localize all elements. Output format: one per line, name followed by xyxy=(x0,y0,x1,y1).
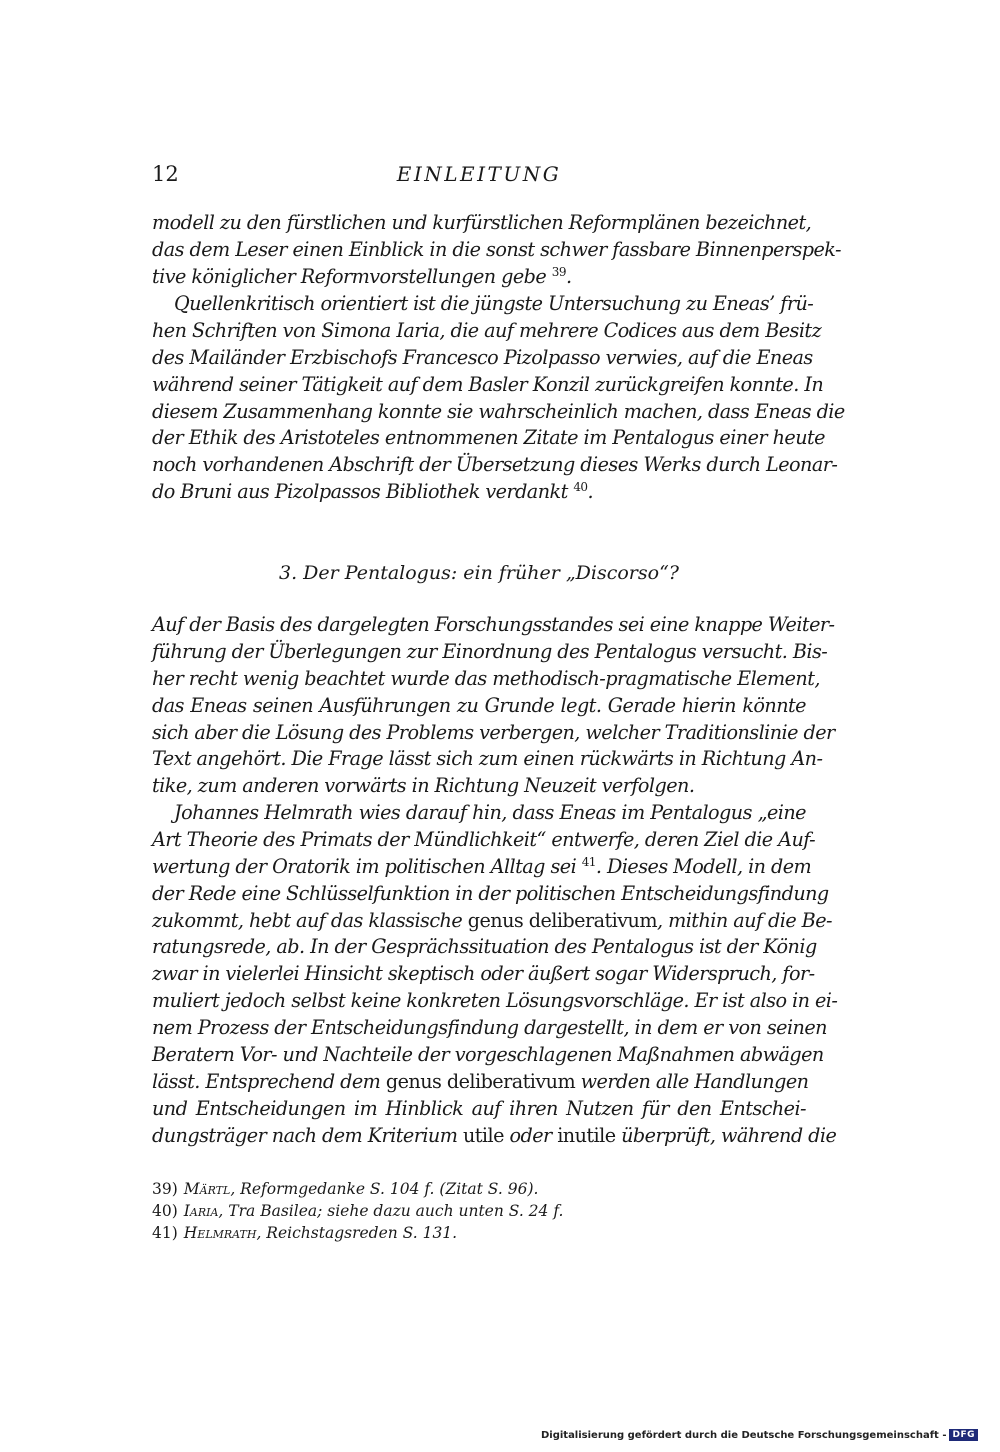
text-line: dungsträger nach dem Kriterium utile oder inutile überprüft, während die xyxy=(152,1123,837,1147)
text-line: wertung der Oratorik im politischen Alltag sei $^{41}$. Dieses Modell, in dem xyxy=(152,854,812,878)
text-line: Auf der Basis des dargelegten Forschungsstandes sei eine knappe Weiter- xyxy=(152,613,835,636)
text-line: do Bruni aus Pizolpassos Bibliothek verdankt $^{40}$. xyxy=(152,480,594,504)
text-line: diesem Zusammenhang konnte sie wahrscheinlich machen, dass Eneas die xyxy=(152,399,845,423)
latin-term: genus deliberativum xyxy=(467,908,657,932)
text-line: tive königlicher Reformvorstellungen gebe $^{39}$. xyxy=(152,264,572,288)
text-line: Beratern Vor- und Nachteile der vorgeschlagenen Maßnahmen abwägen xyxy=(152,1043,824,1067)
page-number: 12 xyxy=(152,162,179,186)
running-head: EINLEITUNG xyxy=(396,162,562,186)
footnote-author: Helmrath xyxy=(183,1224,257,1243)
footnotes xyxy=(152,1178,806,1245)
text-line: ratungsrede, ab. In der Gesprächssituation des Pentalogus ist der König xyxy=(152,935,817,959)
text-line: des Mailänder Erzbischofs Francesco Pizolpasso verwies, auf die Eneas xyxy=(152,345,813,369)
text-line: das dem Leser einen Einblick in die sonst schwer fassbare Binnenperspek- xyxy=(152,237,841,261)
paragraph-2 xyxy=(152,291,845,506)
text-line: Text angehört. Die Frage lässt sich zum einen rückwärts in Richtung An- xyxy=(152,747,823,771)
text-line: zwar in vielerlei Hinsicht skeptisch oder äußert sogar Widerspruch, for- xyxy=(152,962,815,986)
text-line: nem Prozess der Entscheidungsfindung dargestellt, in dem er von seinen xyxy=(152,1016,827,1040)
paragraph-1 xyxy=(152,210,841,291)
text-line: hen Schriften von Simona Iaria, die auf mehrere Codices aus dem Besitz xyxy=(152,318,822,342)
footnote: 41) Helmrath, Reichstagsreden S. 131. xyxy=(152,1224,458,1243)
text-line: während seiner Tätigkeit auf dem Basler Konzil zurückgreifen konnte. In xyxy=(152,372,824,396)
latin-term: utile xyxy=(462,1123,504,1147)
page-header xyxy=(152,162,806,194)
footnote-reference[interactable]: 40 xyxy=(573,480,588,495)
text-line: und Entscheidungen im Hinblick auf ihren Nutzen für den Entschei- xyxy=(152,1096,806,1120)
footnote-number: 40) xyxy=(152,1202,178,1221)
latin-term: genus deliberativum xyxy=(385,1069,576,1093)
credit-text: Digitalisierung gefördert durch die Deutsche Forschungsgemeinschaft - xyxy=(540,1429,947,1441)
text-line: Art Theorie des Primats der Mündlichkeit“ entwerfe, deren Ziel die Auf- xyxy=(152,827,816,851)
dfg-logo-icon: DFG xyxy=(949,1429,978,1441)
text-line: tike, zum anderen vorwärts in Richtung Neuzeit verfolgen. xyxy=(152,774,695,798)
text-line: führung der Überlegungen zur Einordnung des Pentalogus versucht. Bis- xyxy=(152,639,828,663)
latin-term: inutile xyxy=(557,1123,616,1147)
section-heading: 3. Der Pentalogus: ein früher „Discorso“? xyxy=(279,562,679,584)
text-line: noch vorhandenen Abschrift der Übersetzung dieses Werks durch Leonar- xyxy=(152,453,838,477)
text-line: zukommt, hebt auf das klassische genus deliberativum, mithin auf die Be- xyxy=(152,908,832,932)
text-line: der Rede eine Schlüsselfunktion in der politischen Entscheidungsfindung xyxy=(152,881,829,905)
footnote-author: Märtl xyxy=(183,1180,231,1198)
footnote-reference[interactable]: 41 xyxy=(581,854,596,869)
paragraph-3 xyxy=(152,612,835,800)
text-line: lässt. Entsprechend dem genus deliberativum werden alle Handlungen xyxy=(152,1069,809,1093)
text-line: sich aber die Lösung des Problems verbergen, welcher Traditionslinie der xyxy=(152,720,835,744)
footnote-number: 39) xyxy=(152,1180,178,1198)
text-line: Johannes Helmrath wies darauf hin, dass Eneas im Pentalogus „eine xyxy=(174,801,806,824)
text-line: der Ethik des Aristoteles entnommenen Zitate im Pentalogus einer heute xyxy=(152,426,825,450)
text-line: her recht wenig beachtet wurde das methodisch-pragmatische Element, xyxy=(152,666,820,690)
digitization-credit xyxy=(541,1428,978,1442)
text-line: muliert jedoch selbst keine konkreten Lösungsvorschläge. Er ist also in ei- xyxy=(152,989,838,1013)
footnote: 40) Iaria, Tra Basilea; siehe dazu auch unten S. 24 f. xyxy=(152,1202,564,1221)
text-line: das Eneas seinen Ausführungen zu Grunde legt. Gerade hierin könnte xyxy=(152,693,806,717)
footnote-number: 41) xyxy=(152,1224,178,1243)
text-line: modell zu den fürstlichen und kurfürstlichen Reformplänen bezeichnet, xyxy=(152,211,812,234)
paragraph-4 xyxy=(152,800,838,1150)
footnote-reference[interactable]: 39 xyxy=(551,264,566,279)
footnote-author: Iaria xyxy=(183,1202,219,1221)
footnote: 39) Märtl, Reformgedanke S. 104 f. (Zitat S. 96). xyxy=(152,1180,539,1198)
text-line: Quellenkritisch orientiert ist die jüngste Untersuchung zu Eneas’ frü- xyxy=(174,292,814,315)
